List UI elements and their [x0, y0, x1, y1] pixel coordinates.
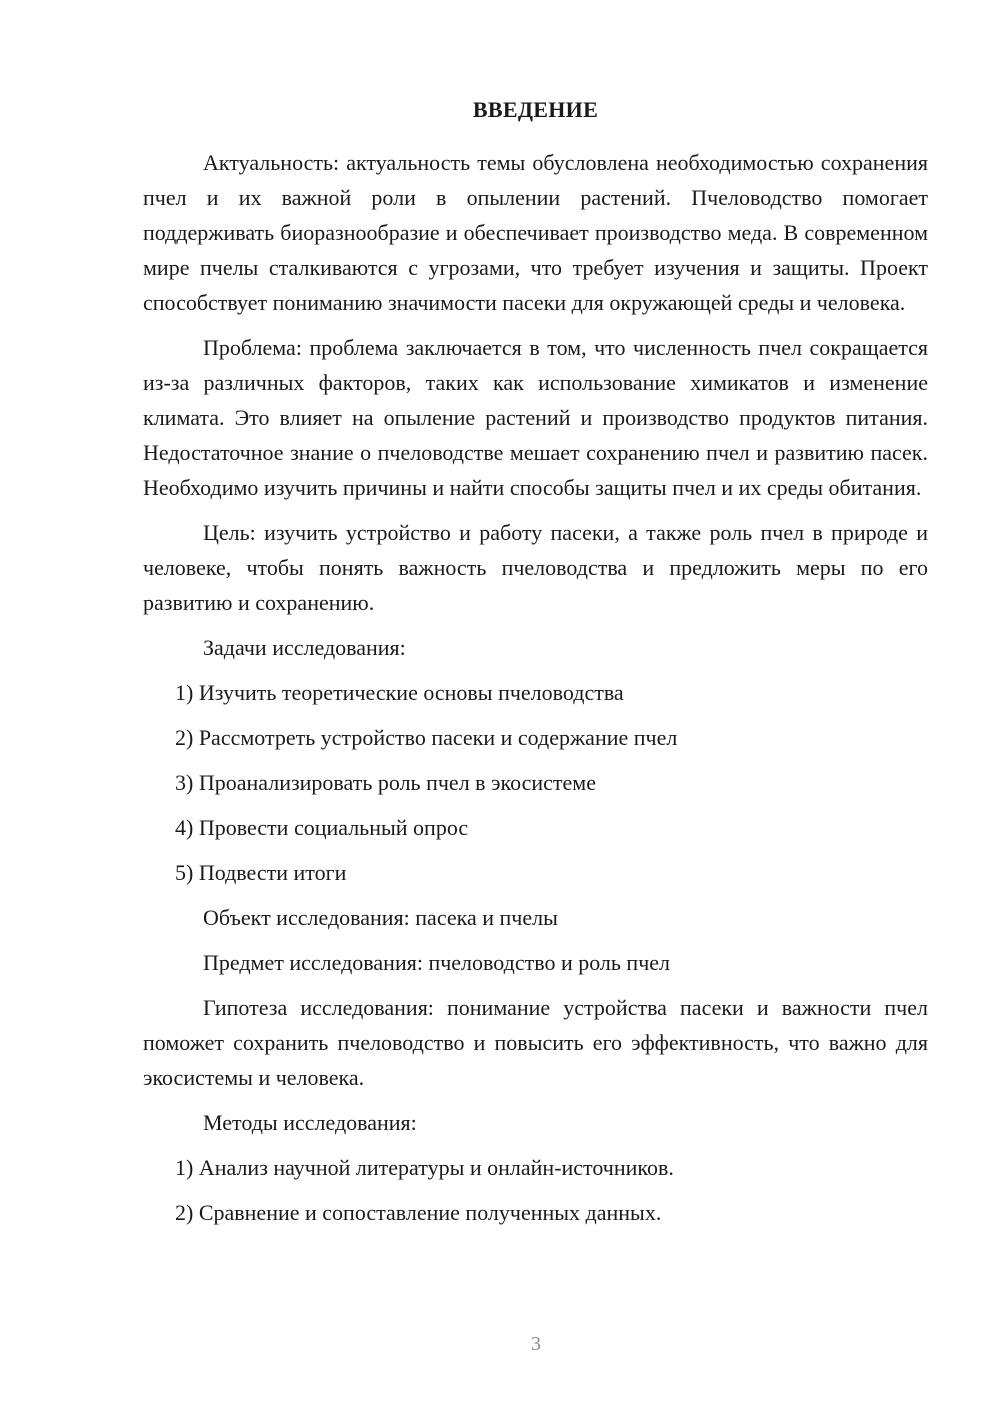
research-object: Объект исследования: пасека и пчелы	[203, 905, 558, 930]
document-body	[143, 95, 928, 1240]
hypothesis-paragraph: Гипотеза исследования: понимание устройства пасеки и важности пчел поможет сохранить пчеловодство и повысить его эффективность, что важно для экосистемы и человека.	[143, 995, 928, 1090]
task-item: 3) Проанализировать роль пчел в экосистеме	[175, 770, 596, 795]
research-subject: Предмет исследования: пчеловодство и роль пчел	[203, 950, 671, 975]
task-item: 2) Рассмотреть устройство пасеки и содержание пчел	[175, 725, 678, 750]
task-item: 4) Провести социальный опрос	[175, 815, 469, 840]
tasks-heading: Задачи исследования:	[203, 635, 406, 660]
methods-heading: Методы исследования:	[203, 1110, 417, 1135]
page-number: 3	[531, 1333, 541, 1355]
method-item: 1) Анализ научной литературы и онлайн-источников.	[175, 1155, 674, 1180]
task-item: 5) Подвести итоги	[175, 860, 347, 885]
method-item: 2) Сравнение и сопоставление полученных данных.	[175, 1200, 662, 1225]
relevance-paragraph: Актуальность: актуальность темы обусловлена необходимостью сохранения пчел и их важной роли в опылении растений. Пчеловодство помогает поддерживать биоразнообразие и обеспечивает производство меда. В современном мире пчелы сталкиваются с угрозами, что требует изучения и защиты. Проект способствует пониманию значимости пасеки для окружающей среды и человека.	[143, 150, 928, 315]
task-item: 1) Изучить теоретические основы пчеловодства	[175, 680, 624, 705]
section-title: ВВЕДЕНИЕ	[472, 97, 599, 122]
problem-paragraph: Проблема: проблема заключается в том, что численность пчел сокращается из-за различных факторов, таких как использование химикатов и изменение климата. Это влияет на опыление растений и производство продуктов питания. Недостаточное знание о пчеловодстве мешает сохранению пчел и развитию пасек. Необходимо изучить причины и найти способы защиты пчел и их среды обитания.	[143, 335, 928, 500]
goal-paragraph: Цель: изучить устройство и работу пасеки, а также роль пчел в природе и человеке, чтобы понять важность пчеловодства и предложить меры по его развитию и сохранению.	[143, 520, 928, 615]
